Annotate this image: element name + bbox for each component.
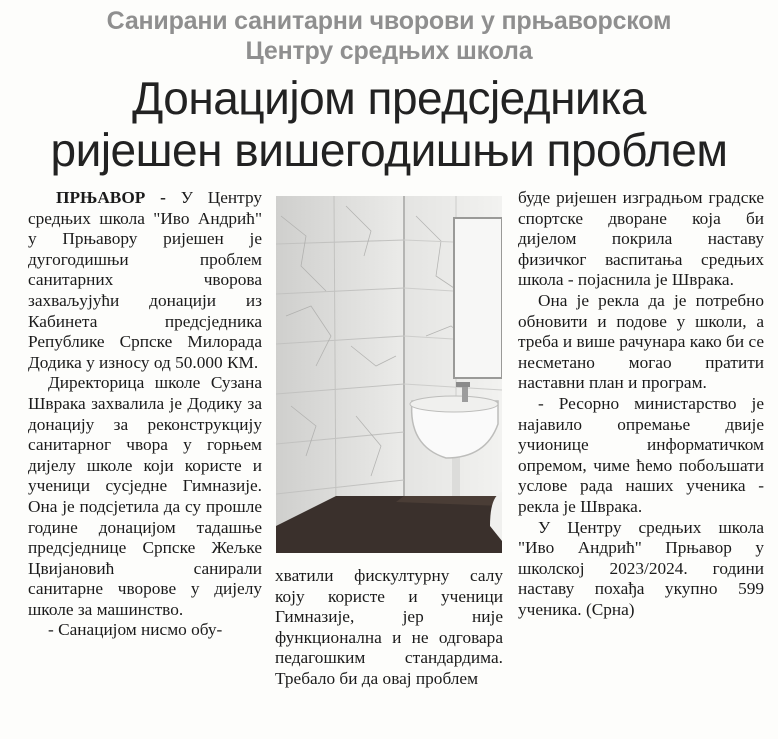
headline-line-2: ријешен вишегодишњи проблем (50, 124, 728, 176)
bathroom-photo (276, 196, 502, 553)
kicker-line-2: Центру средњих школа (245, 37, 533, 65)
paragraph-lead (28, 188, 262, 373)
paragraph: Директорица школе Сузана Шврака захвалила је Додику за донацију за реконструкцију санитарног чвора у горњем дијелу школе који користе и ученици сусједне Гимназије. Она је подсјетила да су прошле године донацијом тадашње предсједнице Српске Жељке Цвијановић санирали санитарне чворове у дијелу школе за машинство. (28, 373, 262, 619)
headline (0, 72, 778, 176)
paragraph: - Санацијом нисмо обу- (48, 620, 223, 640)
bathroom-photo-image (276, 196, 502, 553)
kicker (0, 6, 778, 66)
paragraph: хватили фискултурну салу коју користе и ученици Гимназије, јер није функционална и не одговара педагошким стандардима. Требало би да овај проблем (275, 566, 503, 688)
paragraph: - Ресорно министарство је најавило опремање двије учионице информатичком опремом, чиме ћемо побољшати услове рада наших ученика - рекла је Шврака. (518, 393, 764, 516)
lead-text: У Центру средњих школа "Иво Андрић" у Прњавору ријешен је дугогодишњи проблем санитарних чворова захваљујући донацији из Кабинета предсједника Републике Српске Милорада Додика у износу од 50.000 КМ. (28, 188, 262, 372)
paragraph: У Центру средњих школа "Иво Андрић" Прњавор у школској 2023/2024. години наставу похађа укупно 599 ученика. (Срна) (518, 517, 764, 619)
headline-line-1: Донацијом предсједника (132, 72, 646, 124)
article-column-1 (28, 188, 262, 641)
kicker-line-1: Санирани санитарни чворови у прњаворском (106, 7, 672, 35)
paragraph: буде ријешен изградњом градске спортске дворане која би дијелом покрила наставу физичког васпитања средњих школа - појаснила је Шврака. (518, 188, 764, 290)
paragraph: Она је рекла да је потребно обновити и подове у школи, а треба и више рачунара како би се несметано могао пратити наставни план и програм. (518, 290, 764, 393)
dateline: ПРЊАВОР - (56, 188, 166, 207)
article-column-3 (518, 188, 764, 620)
article-column-2 (275, 566, 503, 690)
